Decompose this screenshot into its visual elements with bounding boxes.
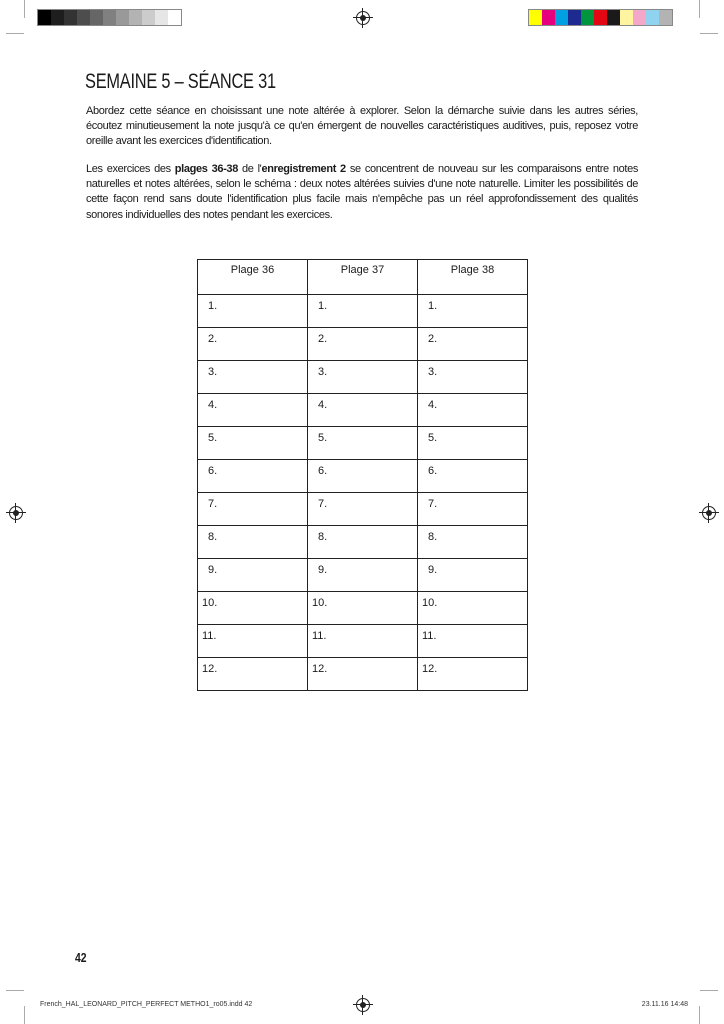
answer-cell: 3. [198, 361, 308, 394]
answer-cell: 9. [198, 559, 308, 592]
answer-cell: 10. [198, 592, 308, 625]
answer-cell: 9. [308, 559, 418, 592]
color-swatch [90, 10, 103, 25]
column-header: Plage 36 [198, 260, 308, 295]
grayscale-calibration-bar [37, 9, 182, 26]
table-row [198, 658, 528, 691]
color-swatch [142, 10, 155, 25]
color-swatch [607, 10, 620, 25]
table-row [198, 592, 528, 625]
color-swatch [620, 10, 633, 25]
table-row [198, 493, 528, 526]
color-swatch [116, 10, 129, 25]
column-header: Plage 38 [418, 260, 528, 295]
answer-cell: 6. [308, 460, 418, 493]
answer-cell: 1. [308, 295, 418, 328]
table-row [198, 328, 528, 361]
answer-cell: 5. [308, 427, 418, 460]
table-row [198, 625, 528, 658]
page-number: 42 [75, 950, 87, 965]
table-row [198, 460, 528, 493]
crop-mark [6, 990, 24, 991]
answer-cell: 3. [308, 361, 418, 394]
color-swatch [168, 10, 181, 25]
page-title: SEMAINE 5 – SÉANCE 31 [85, 70, 276, 93]
answer-cell: 2. [418, 328, 528, 361]
color-swatch [51, 10, 64, 25]
crop-mark [24, 1006, 25, 1024]
answer-cell: 11. [308, 625, 418, 658]
color-swatch [77, 10, 90, 25]
table-row [198, 559, 528, 592]
answer-cell: 12. [308, 658, 418, 691]
table-row [198, 526, 528, 559]
color-swatch [555, 10, 568, 25]
answer-cell: 12. [418, 658, 528, 691]
answer-cell: 9. [418, 559, 528, 592]
color-swatch [38, 10, 51, 25]
color-swatch [155, 10, 168, 25]
answer-cell: 4. [418, 394, 528, 427]
table-row [198, 295, 528, 328]
answer-cell: 2. [198, 328, 308, 361]
answer-cell: 12. [198, 658, 308, 691]
answer-cell: 7. [418, 493, 528, 526]
answer-cell: 8. [198, 526, 308, 559]
answer-cell: 5. [198, 427, 308, 460]
table-header-row [198, 260, 528, 295]
answer-cell: 4. [308, 394, 418, 427]
answer-table [197, 259, 528, 691]
color-swatch [529, 10, 542, 25]
timestamp: 23.11.16 14:48 [641, 1001, 688, 1008]
crop-mark [24, 0, 25, 18]
answer-cell: 2. [308, 328, 418, 361]
answer-cell: 10. [418, 592, 528, 625]
intro-paragraph: Abordez cette séance en choisissant une note altérée à explorer. Selon la démarche suivie dans les autres séries, écoutez minutieusement la note jusqu'à ce qu'en émergent de nouvelles caractéristiques auditives, puis, reposez votre oreille avant les exercices d'identification. [86, 105, 638, 148]
answer-cell: 11. [418, 625, 528, 658]
color-swatch [568, 10, 581, 25]
table-row [198, 394, 528, 427]
color-swatch [64, 10, 77, 25]
color-swatch [103, 10, 116, 25]
answer-cell: 6. [418, 460, 528, 493]
exercise-paragraph: Les exercices des plages 36-38 de l'enregistrement 2 se concentrent de nouveau sur les comparaisons entre notes naturelles et notes altérées, selon le schéma : deux notes altérées suivies d'une note naturelle. Limiter les possibilités de cette façon rend sans doute l'identification plus facile mais n'empêche pas un réel approfondissement des qualités sonores individuelles des notes pendant les exercices. [86, 163, 639, 221]
answer-cell: 7. [308, 493, 418, 526]
registration-mark-icon [9, 506, 23, 520]
color-swatch [659, 10, 672, 25]
crop-mark [6, 33, 24, 34]
answer-cell: 1. [418, 295, 528, 328]
table-body [198, 295, 528, 691]
answer-cell: 3. [418, 361, 528, 394]
answer-cell: 8. [308, 526, 418, 559]
color-swatch [633, 10, 646, 25]
crop-mark [700, 990, 718, 991]
answer-cell: 6. [198, 460, 308, 493]
color-swatch [646, 10, 659, 25]
registration-mark-icon [356, 11, 370, 25]
table-row [198, 427, 528, 460]
column-header: Plage 37 [308, 260, 418, 295]
file-slug: French_HAL_LEONARD_PITCH_PERFECT METHO1_ro05.indd 42 [40, 1001, 253, 1008]
crop-mark [699, 1006, 700, 1024]
registration-mark-icon [356, 998, 370, 1012]
color-swatch [129, 10, 142, 25]
color-swatch [594, 10, 607, 25]
answer-cell: 10. [308, 592, 418, 625]
color-swatch [542, 10, 555, 25]
color-calibration-bar [528, 9, 673, 26]
answer-cell: 4. [198, 394, 308, 427]
registration-mark-icon [702, 506, 716, 520]
crop-mark [700, 33, 718, 34]
answer-cell: 7. [198, 493, 308, 526]
answer-cell: 5. [418, 427, 528, 460]
answer-cell: 1. [198, 295, 308, 328]
answer-cell: 8. [418, 526, 528, 559]
answer-cell: 11. [198, 625, 308, 658]
table-row [198, 361, 528, 394]
crop-mark [699, 0, 700, 18]
color-swatch [581, 10, 594, 25]
